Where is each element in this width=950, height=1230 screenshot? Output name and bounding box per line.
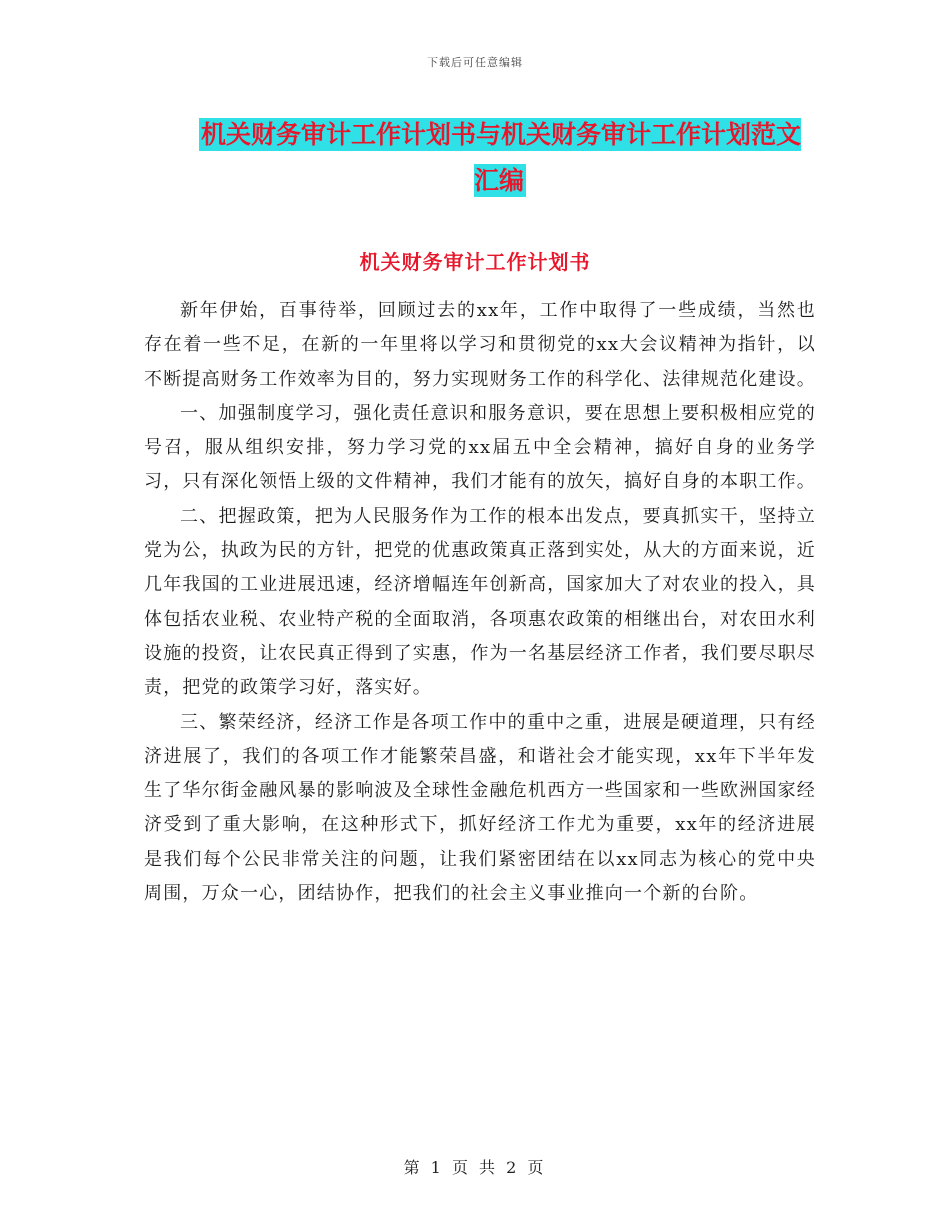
- document-title-text: 机关财务审计工作计划书与机关财务审计工作计划范文汇编: [200, 120, 801, 195]
- document-body: [144, 294, 816, 911]
- paragraph: 一、加强制度学习，强化责任意识和服务意识，要在思想上要积极相应党的号召，服从组织安排，努力学习党的xx届五中全会精神，搞好自身的业务学习，只有深化领悟上级的文件精神，我们才能有的放矢，搞好自身的本职工作。: [144, 402, 816, 493]
- paragraph: 新年伊始，百事待举，回顾过去的xx年，工作中取得了一些成绩，当然也存在着一些不足，在新的一年里将以学习和贯彻党的xx大会议精神为指针，以不断提高财务工作效率为目的，努力实现财务工作的科学化、法律规范化建设。: [144, 300, 816, 390]
- paragraph: 二、把握政策，把为人民服务作为工作的根本出发点，要真抓实干，坚持立党为公，执政为民的方针，把党的优惠政策真正落到实处，从大的方面来说，近几年我国的工业进展迅速，经济增幅连年创新高，国家加大了对农业的投入，具体包括农业税、农业特产税的全面取消，各项惠农政策的相继出台，对农田水利设施的投资，让农民真正得到了实惠，作为一名基层经济工作者，我们要尽职尽责，把党的政策学习好，落实好。: [144, 505, 816, 699]
- page-number-footer: 第 1 页 共 2 页: [403, 1158, 547, 1177]
- paragraph: 三、繁荣经济，经济工作是各项工作中的重中之重，进展是硬道理，只有经济进展了，我们的各项工作才能繁荣昌盛，和谐社会才能实现，xx年下半年发生了华尔街金融风暴的影响波及全球性金融危机西方一些国家和一些欧洲国家经济受到了重大影响，在这种形式下，抓好经济工作尤为重要，xx年的经济进展是我们每个公民非常关注的问题，让我们紧密团结在以xx同志为核心的党中央周围，万众一心，团结协作，把我们的社会主义事业推向一个新的台阶。: [144, 711, 816, 905]
- section-title: 机关财务审计工作计划书: [359, 250, 591, 274]
- document-title: [190, 112, 810, 204]
- page-header-note: 下载后可任意编辑: [427, 56, 523, 69]
